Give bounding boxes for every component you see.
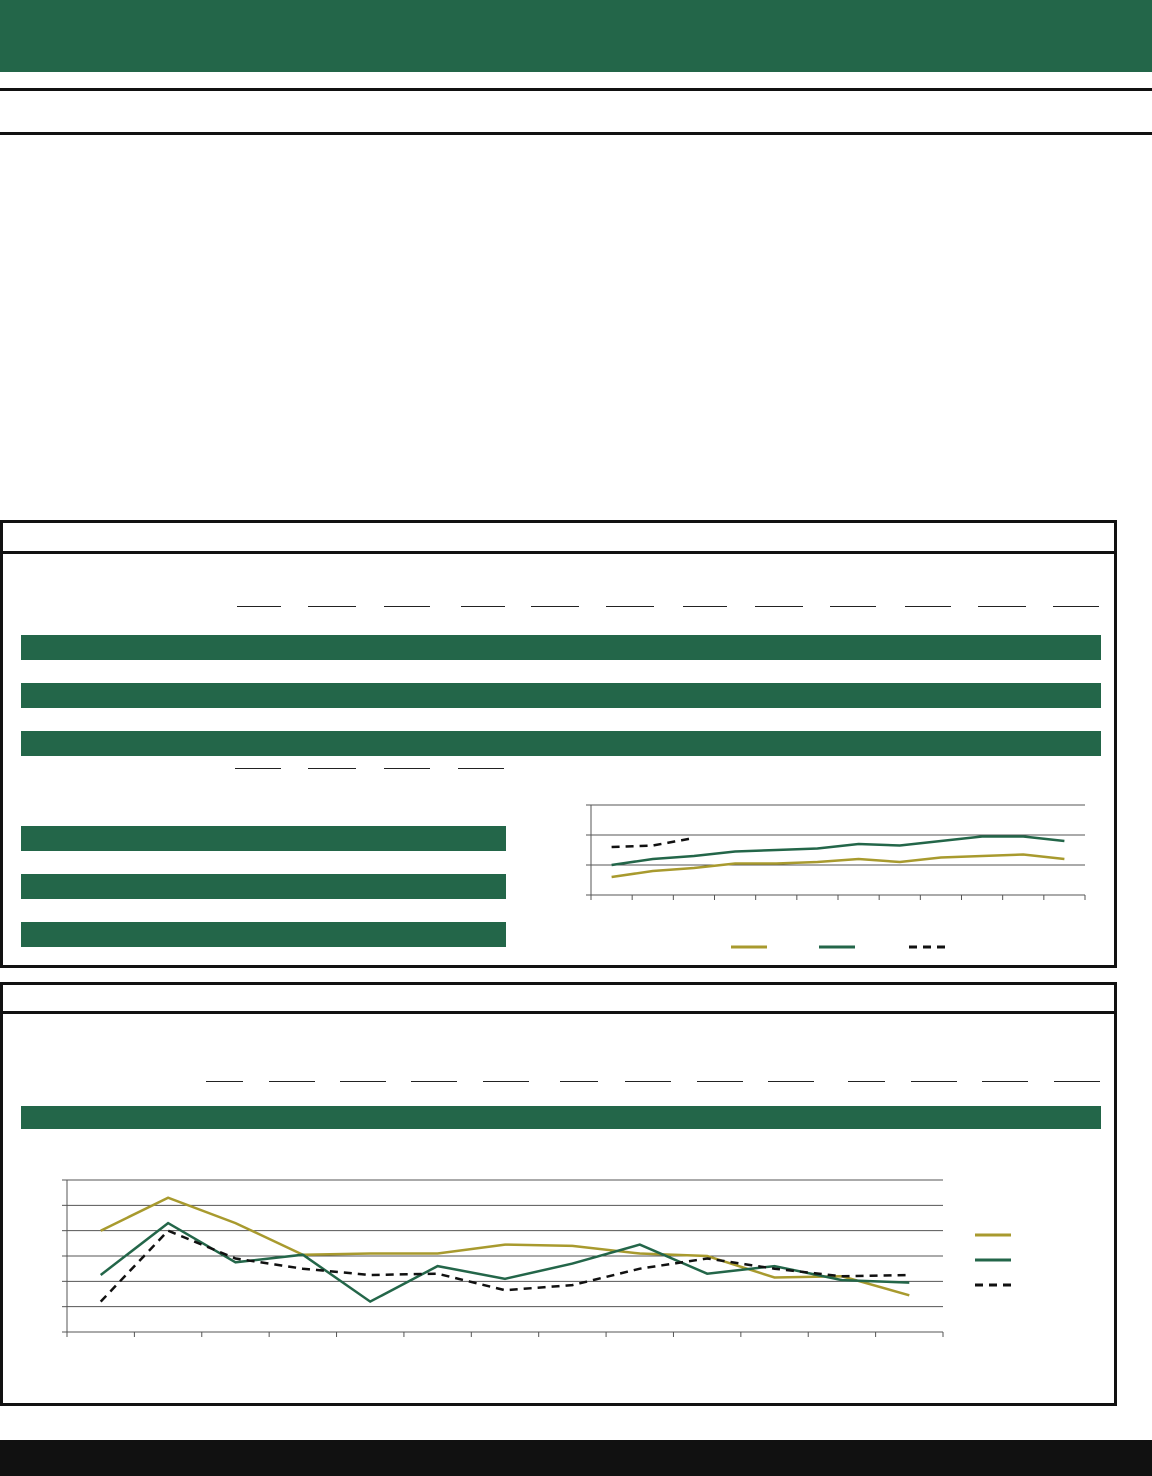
column-underline — [384, 768, 430, 769]
column-underline — [269, 1081, 315, 1082]
table-row-bar — [21, 874, 506, 899]
column-underline — [905, 606, 951, 607]
column-underline — [531, 606, 579, 607]
column-underline — [340, 1081, 386, 1082]
column-underline — [384, 606, 430, 607]
column-underline — [308, 606, 356, 607]
column-underline — [308, 768, 356, 769]
series-line-3 — [101, 1231, 910, 1302]
table-row-bar — [21, 731, 1101, 756]
column-underline — [683, 606, 727, 607]
column-underline — [755, 606, 803, 607]
column-underline — [483, 1081, 529, 1082]
series-line-2 — [101, 1223, 910, 1302]
column-underline — [1054, 1081, 1100, 1082]
column-underline — [1053, 606, 1099, 607]
column-underline — [697, 1081, 743, 1082]
table-row-bar — [21, 826, 506, 851]
panel-summary — [0, 520, 1117, 968]
table-row-bar — [21, 635, 1101, 660]
header-banner — [0, 0, 1152, 72]
column-underline — [237, 606, 281, 607]
panel-summary-title-bar — [3, 523, 1114, 554]
table-row-bar — [21, 683, 1101, 708]
column-underline — [625, 1081, 671, 1082]
column-underline — [458, 768, 504, 769]
column-underline — [560, 1081, 598, 1082]
column-underline — [911, 1081, 957, 1082]
footer-bar — [0, 1440, 1152, 1476]
column-underline — [830, 606, 876, 607]
panel-trend-title-bar — [3, 985, 1114, 1014]
header-rule-top — [0, 88, 1152, 91]
column-underline — [848, 1081, 885, 1082]
column-underline — [768, 1081, 814, 1082]
column-underline — [461, 606, 505, 607]
table-row-bar — [21, 1106, 1101, 1129]
table-row-bar — [21, 922, 506, 947]
column-underline — [982, 1081, 1028, 1082]
small-line-chart — [563, 793, 1103, 963]
header-rule-bottom — [0, 132, 1152, 135]
column-underline — [411, 1081, 457, 1082]
series-line-1 — [101, 1198, 910, 1296]
column-underline — [235, 768, 281, 769]
column-underline — [606, 606, 654, 607]
large-line-chart — [43, 1165, 1113, 1345]
series-line-3 — [612, 838, 694, 847]
panel-trend — [0, 982, 1117, 1406]
column-underline — [978, 606, 1026, 607]
column-underline — [206, 1081, 243, 1082]
